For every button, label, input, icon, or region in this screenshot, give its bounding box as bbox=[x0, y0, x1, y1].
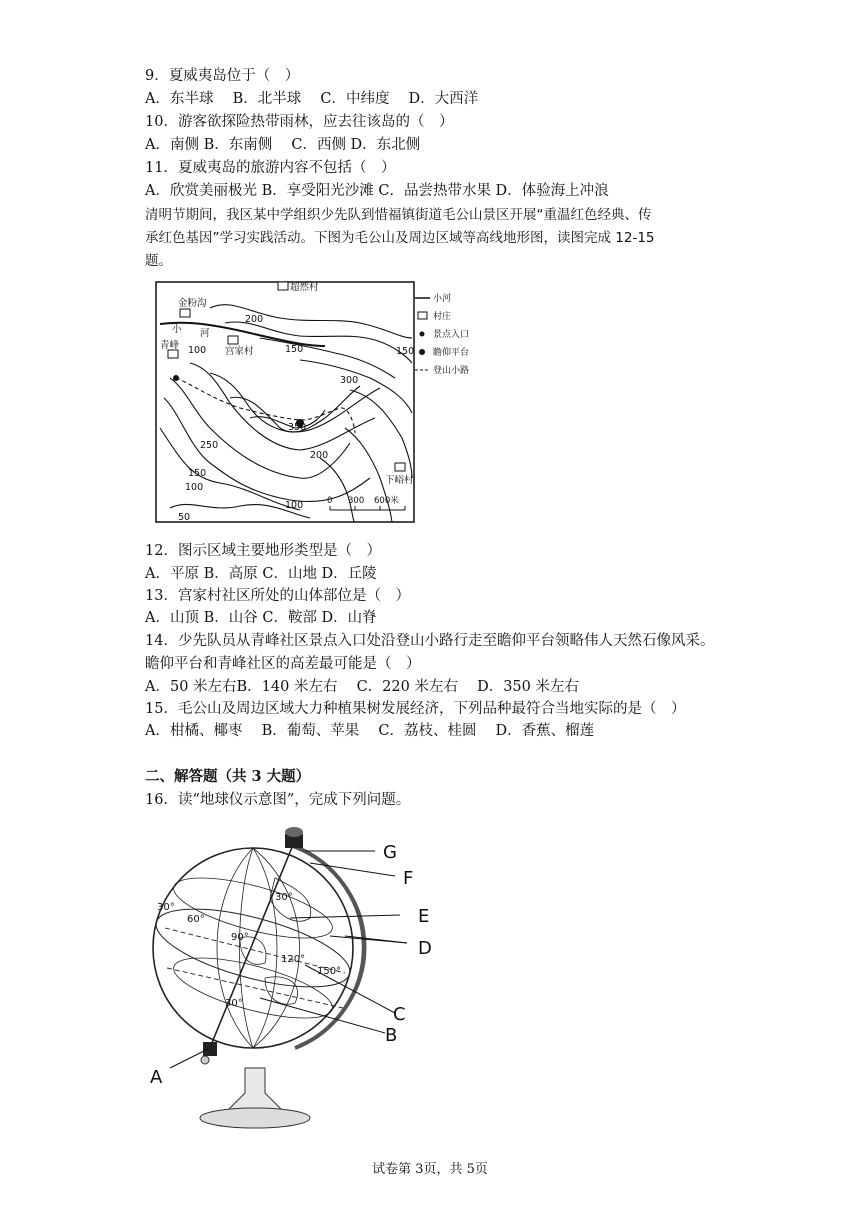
contour-label: 250 bbox=[200, 440, 219, 451]
map-village-label: 下峪村 bbox=[385, 475, 414, 486]
legend-river: 小河 bbox=[433, 294, 452, 304]
globe-degree-label: 30° bbox=[225, 998, 243, 1009]
q13-options: A．山顶 B．山谷 C．鞍部 D．山脊 bbox=[145, 610, 377, 626]
q13-stem: 13．宫家村社区所处的山体部位是（ ） bbox=[145, 588, 410, 604]
q14-stem-1: 14．少先队员从青峰社区景点入口处沿登山小路行走至瞻仰平台领略伟人天然石像风采。 bbox=[145, 633, 715, 649]
globe-label-f: F bbox=[403, 868, 414, 889]
q9-stem: 9．夏威夷岛位于（ ） bbox=[145, 68, 300, 84]
map-village-label: 超然村 bbox=[290, 282, 319, 293]
q15-stem: 15．毛公山及周边区域大力种植果树发展经济，下列品种最符合当地实际的是（ ） bbox=[145, 701, 686, 717]
map-river-label: 小 bbox=[172, 324, 182, 335]
scale-label: 0 bbox=[327, 496, 333, 506]
scale-label: 300 bbox=[348, 496, 365, 506]
q12-stem: 12．图示区域主要地形类型是（ ） bbox=[145, 543, 381, 559]
map-village-label: 青峰 bbox=[160, 340, 180, 351]
contour-label: 150 bbox=[285, 344, 304, 355]
globe-degree-label: 30° bbox=[157, 902, 175, 913]
contour-label: 150 bbox=[396, 346, 415, 357]
legend-entrance: 景点入口 bbox=[433, 330, 470, 340]
q16-stem: 16．读“地球仪示意图”，完成下列问题。 bbox=[145, 792, 411, 808]
intro-line-3: 题。 bbox=[145, 253, 172, 269]
q9-options: A．东半球 B．北半球 C．中纬度 D．大西洋 bbox=[145, 91, 479, 107]
globe-degree-label: 30° bbox=[275, 892, 293, 903]
scale-label: 600米 bbox=[374, 496, 399, 506]
q11-stem: 11．夏威夷岛的旅游内容不包括（ ） bbox=[145, 160, 396, 176]
legend-trail: 登山小路 bbox=[433, 366, 470, 376]
intro-line-2: 承红色基因”学习实践活动。下图为毛公山及周边区域等高线地形图，读图完成 12-15 bbox=[145, 230, 655, 246]
contour-label: 50 bbox=[178, 512, 191, 523]
globe-degree-label: 120° bbox=[281, 954, 306, 965]
contour-label: 300 bbox=[340, 375, 359, 386]
globe-degree-label: 90° bbox=[231, 932, 249, 943]
contour-label: 150 bbox=[188, 468, 207, 479]
q10-stem: 10．游客欲探险热带雨林，应去往该岛的（ ） bbox=[145, 114, 454, 130]
page-footer: 试卷第 3页，共 5页 bbox=[372, 1162, 488, 1177]
map-river-label: 河 bbox=[200, 328, 210, 339]
map-village-label: 金粉沟 bbox=[178, 298, 207, 309]
contour-label: 100 bbox=[185, 482, 204, 493]
map-village-label: 宫家村 bbox=[225, 346, 254, 357]
q11-options: A．欣赏美丽极光 B．享受阳光沙滩 C．品尝热带水果 D．体验海上冲浪 bbox=[145, 183, 609, 199]
globe-degree-label: 150° bbox=[317, 966, 342, 977]
intro-line-1: 清明节期间，我区某中学组织少先队到惜福镇街道毛公山景区开展“重温红色经典、传 bbox=[145, 207, 652, 223]
q15-options: A．柑橘、椰枣 B．葡萄、苹果 C．荔枝、桂圆 D．香蕉、榴莲 bbox=[145, 723, 595, 739]
contour-label: 100 bbox=[188, 345, 207, 356]
globe-label-g: G bbox=[383, 842, 397, 863]
q14-stem-2: 瞻仰平台和青峰社区的高差最可能是（ ） bbox=[145, 656, 421, 672]
q14-options: A．50 米左右B．140 米左右 C．220 米左右 D．350 米左右 bbox=[145, 679, 579, 695]
map-legend bbox=[415, 292, 469, 376]
map-summit-label: 350 bbox=[288, 422, 307, 433]
globe-label-d: D bbox=[418, 938, 432, 959]
contour-label: 200 bbox=[310, 450, 329, 461]
globe-degree-label: 60° bbox=[187, 914, 205, 925]
section-2-heading: 二、解答题（共 3 大题） bbox=[145, 768, 311, 785]
globe-label-b: B bbox=[385, 1025, 398, 1046]
globe-label-a: A bbox=[150, 1067, 163, 1088]
q10-options: A．南侧 B．东南侧 C．西侧 D．东北侧 bbox=[145, 137, 421, 153]
legend-platform: 瞻仰平台 bbox=[433, 348, 470, 358]
globe-label-c: C bbox=[393, 1004, 406, 1025]
legend-village: 村庄 bbox=[433, 312, 452, 322]
q12-options: A．平原 B．高原 C．山地 D．丘陵 bbox=[145, 566, 377, 582]
contour-label: 100 bbox=[285, 500, 304, 511]
contour-map-figure bbox=[150, 278, 470, 526]
globe-figure bbox=[145, 818, 445, 1133]
contour-label: 200 bbox=[245, 314, 264, 325]
globe-label-e: E bbox=[418, 906, 430, 927]
